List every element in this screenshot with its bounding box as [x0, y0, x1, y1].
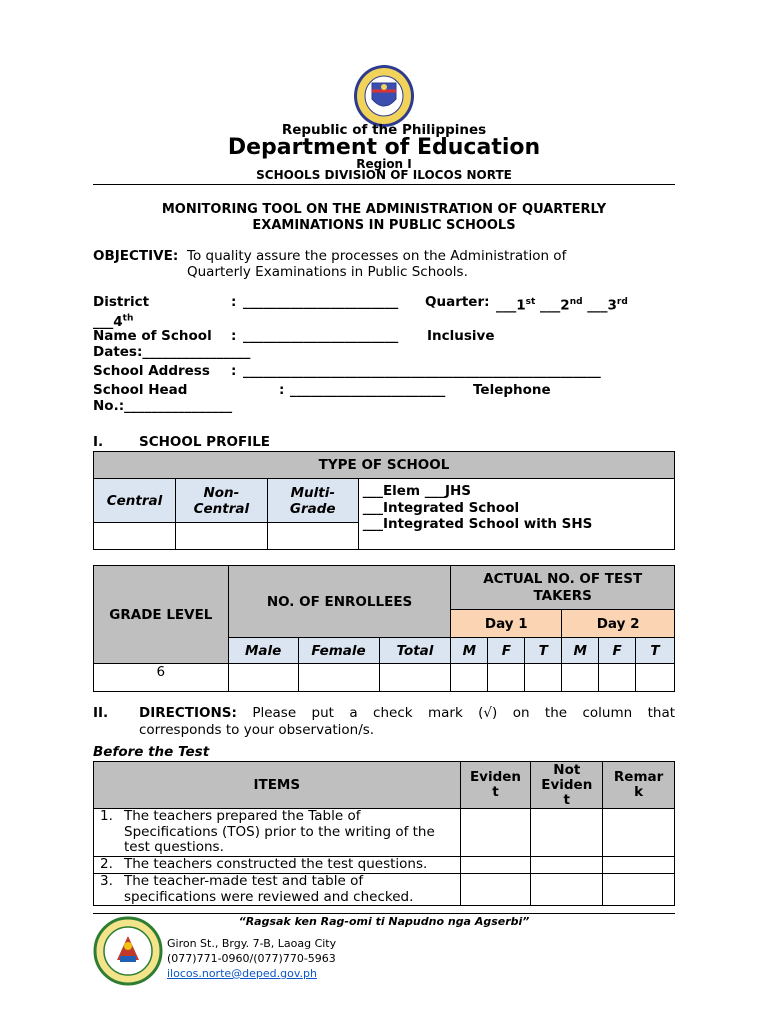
objective-line-2: Quarterly Examinations in Public Schools.: [187, 264, 468, 280]
day2-t-header: T: [636, 638, 675, 664]
item-1-remark-cell[interactable]: [603, 809, 675, 857]
section-1-title: SCHOOL PROFILE: [139, 434, 271, 450]
actual-takers-header: ACTUAL NO. OF TEST TAKERS: [451, 566, 675, 610]
item-3-not-evident-cell[interactable]: [531, 874, 603, 906]
table-row: [94, 874, 675, 906]
option-integrated-shs[interactable]: ___Integrated School with SHS: [362, 516, 593, 532]
footer-divider: [93, 913, 675, 914]
footer-address: Giron St., Brgy. 7-B, Laoag City: [167, 937, 337, 950]
quarter-option-4[interactable]: ___4th: [93, 313, 134, 330]
section-2-number: II.: [93, 705, 109, 721]
department-heading: Department of Education: [227, 135, 541, 160]
republic-heading: Republic of the Philippines: [281, 122, 487, 138]
school-info-fields: [93, 294, 683, 414]
day1-m-input-cell[interactable]: [451, 664, 488, 692]
total-header: Total: [379, 638, 451, 664]
dates-row: [93, 344, 683, 363]
item-3-remark-cell[interactable]: [603, 874, 675, 906]
objective-label: OBJECTIVE:: [93, 248, 179, 264]
district-row: [93, 294, 683, 314]
grade-level-header: GRADE LEVEL: [94, 566, 229, 664]
not-evident-header: Not Eviden t: [531, 762, 603, 809]
directions-label: DIRECTIONS:: [139, 705, 237, 721]
school-head-row: [93, 382, 683, 398]
district-field[interactable]: _______________________: [243, 294, 399, 310]
enrollees-header: NO. OF ENROLLEES: [228, 566, 451, 638]
quarter-row-cont: [93, 310, 683, 328]
female-header: Female: [298, 638, 379, 664]
day-1-header: Day 1: [451, 610, 562, 638]
directions-line-2: corresponds to your observation/s.: [139, 722, 375, 738]
item-3: 3. The teacher-made test and table of specifications were reviewed and checked.: [94, 874, 461, 906]
footer-phone: (077)771-0960/(077)770-5963: [167, 952, 336, 965]
objective-text: [187, 248, 667, 280]
item-2-remark-cell[interactable]: [603, 857, 675, 874]
school-type-options[interactable]: [358, 479, 674, 550]
district-colon: :: [231, 294, 237, 310]
item-1-evident-cell[interactable]: [460, 809, 531, 857]
multi-grade-input-cell[interactable]: [267, 523, 358, 550]
school-name-colon: :: [231, 328, 237, 344]
grade-value-cell: 6: [94, 664, 229, 692]
day2-f-input-cell[interactable]: [599, 664, 636, 692]
school-head-label: School Head: [93, 382, 188, 398]
school-name-row: [93, 328, 683, 344]
objective-block: [93, 248, 675, 280]
table-row: [94, 809, 675, 857]
school-name-field[interactable]: _______________________: [243, 328, 399, 344]
inclusive-dates-field[interactable]: Dates:________________: [93, 344, 251, 360]
item-2: 2. The teachers constructed the test questions.: [94, 857, 461, 874]
quarter-label: Quarter:: [425, 294, 490, 310]
items-table: [93, 761, 675, 906]
enrollees-table: [93, 565, 675, 692]
type-of-school-header: TYPE OF SCHOOL: [94, 452, 675, 479]
telephone-label: Telephone: [473, 382, 551, 398]
day1-f-input-cell[interactable]: [488, 664, 525, 692]
day2-m-header: M: [562, 638, 599, 664]
footer-motto: “Ragsak ken Rag-omi ti Napudno nga Agserbi”: [238, 915, 530, 928]
non-central-input-cell[interactable]: [175, 523, 267, 550]
address-colon: :: [231, 363, 237, 379]
division-heading: SCHOOLS DIVISION OF ILOCOS NORTE: [256, 168, 512, 182]
item-3-evident-cell[interactable]: [460, 874, 531, 906]
day1-t-header: T: [525, 638, 562, 664]
day2-f-header: F: [599, 638, 636, 664]
address-field[interactable]: _____________________________________________________: [243, 363, 601, 379]
items-header: ITEMS: [94, 762, 461, 809]
item-1-not-evident-cell[interactable]: [531, 809, 603, 857]
multi-grade-header: Multi- Grade: [267, 479, 358, 523]
remark-header: Remar k: [603, 762, 675, 809]
female-input-cell[interactable]: [298, 664, 379, 692]
district-label: District: [93, 294, 150, 310]
address-label: School Address: [93, 363, 210, 379]
total-input-cell[interactable]: [379, 664, 451, 692]
objective-line-1: To quality assure the processes on the Administration of: [187, 248, 567, 264]
day-2-header: Day 2: [562, 610, 675, 638]
male-header: Male: [228, 638, 298, 664]
deped-seal-logo: [342, 63, 426, 129]
directions-line-1: Please put a check mark (√) on the column that: [252, 705, 676, 721]
title-line-2: EXAMINATIONS IN PUBLIC SCHOOLS: [252, 218, 516, 233]
document-title: [93, 202, 675, 234]
section-1-number: I.: [93, 434, 104, 450]
quarter-options[interactable]: ___1st ___2nd ___3rd: [496, 297, 628, 314]
male-input-cell[interactable]: [228, 664, 298, 692]
division-seal-logo: [93, 916, 163, 986]
day1-t-input-cell[interactable]: [525, 664, 562, 692]
footer-email-link[interactable]: ilocos.norte@deped.gov.ph: [167, 967, 317, 980]
school-head-colon: :: [279, 382, 285, 398]
header-divider: [93, 184, 675, 185]
school-name-label: Name of School: [93, 328, 212, 344]
item-2-not-evident-cell[interactable]: [531, 857, 603, 874]
evident-header: Eviden t: [460, 762, 531, 809]
option-integrated[interactable]: ___Integrated School: [362, 499, 520, 516]
item-1: 1. The teachers prepared the Table of Specifications (TOS) prior to the writing of the test questions.: [94, 809, 461, 857]
inclusive-label: Inclusive: [427, 328, 495, 344]
title-line-1: MONITORING TOOL ON THE ADMINISTRATION OF QUARTERLY: [161, 202, 607, 217]
central-input-cell[interactable]: [94, 523, 176, 550]
table-row: [94, 857, 675, 874]
option-elem-jhs[interactable]: ___Elem ___JHS: [362, 483, 472, 499]
telephone-row: [93, 398, 683, 414]
day2-t-input-cell[interactable]: [636, 664, 675, 692]
directions-text: [139, 705, 675, 739]
school-type-table: [93, 451, 675, 550]
footer-contact: [167, 936, 336, 981]
non-central-header: Non- Central: [175, 479, 267, 523]
central-header: Central: [94, 479, 176, 523]
day1-f-header: F: [488, 638, 525, 664]
region-heading: Region I: [356, 157, 412, 171]
item-2-evident-cell[interactable]: [460, 857, 531, 874]
day1-m-header: M: [451, 638, 488, 664]
before-test-heading: Before the Test: [93, 744, 210, 760]
school-head-field[interactable]: _______________________: [290, 382, 446, 398]
telephone-field[interactable]: No.:________________: [93, 398, 233, 414]
address-row: [93, 363, 683, 382]
day2-m-input-cell[interactable]: [562, 664, 599, 692]
